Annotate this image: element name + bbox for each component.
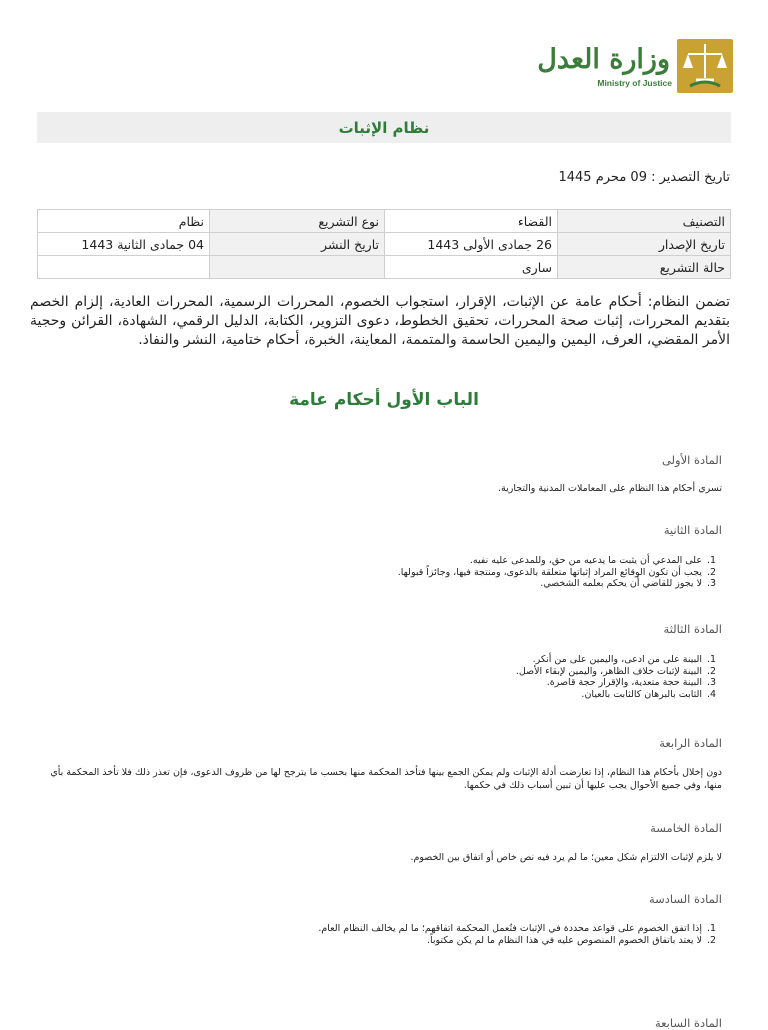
ministry-name-english: Ministry of Justice bbox=[597, 78, 672, 88]
list-item: 1. البينة على من ادعى، واليمين على من أنكر. bbox=[516, 654, 704, 666]
title-band bbox=[37, 112, 731, 143]
article-6-list bbox=[318, 923, 722, 946]
publish-date-value: 04 جمادى الثانية 1443 bbox=[38, 233, 210, 256]
list-item: 1. على المدعي أن يثبت ما يدعيه من حق، وللمدعى عليه نفيه. bbox=[398, 555, 704, 567]
publish-date-label: تاريخ النشر bbox=[210, 233, 385, 256]
export-date: تاريخ التصدير : 09 محرم 1445 bbox=[558, 170, 730, 185]
article-5-text: لا يلزم لإثبات الالتزام شكل معين؛ ما لم يرد فيه نص خاص أو اتفاق بين الخصوم. bbox=[410, 852, 722, 863]
article-2-title: المادة الثانية bbox=[663, 523, 722, 537]
chapter-title: الباب الأول أحكام عامة bbox=[289, 390, 479, 410]
legislation-type-label: نوع التشريع bbox=[210, 210, 385, 233]
issue-date-value: 26 جمادى الأولى 1443 bbox=[385, 233, 558, 256]
issue-date-label: تاريخ الإصدار bbox=[558, 233, 731, 256]
law-title: نظام الإثبات bbox=[338, 118, 430, 137]
table-row bbox=[38, 233, 731, 256]
article-1-text: تسري أحكام هذا النظام على المعاملات المدنية والتجارية. bbox=[498, 483, 722, 494]
law-summary: تضمن النظام: أحكام عامة عن الإثبات، الإقرار، استجواب الخصوم، المحررات الرسمية، المحررات العادية، إلزام الخصم بتقديم المحررات، إثبات صحة المحررات، تحقيق الخطوط، دعوى التزوير، الكتابة، الدليل الرقمي، الشهادة، القرائن وحجية الأمر المقضي، العرف، اليمين واليمين الحاسمة والمتممة، المعاينة، الخبرة، أحكام ختامية، النشر والنفاذ. bbox=[30, 294, 730, 348]
legislation-type-value: نظام bbox=[38, 210, 210, 233]
status-label: حالة التشريع bbox=[558, 256, 731, 279]
list-item: 2. البينة لإثبات خلاف الظاهر، واليمين لإبقاء الأصل. bbox=[516, 666, 704, 678]
ministry-emblem-icon bbox=[676, 38, 734, 94]
table-row bbox=[38, 256, 731, 279]
list-item: 4. الثابت بالبرهان كالثابت بالعيان. bbox=[516, 689, 704, 701]
ministry-logo bbox=[537, 38, 734, 96]
list-item: 2. لا يعتد باتفاق الخصوم المنصوص عليه في هذا النظام ما لم يكن مكتوباً. bbox=[318, 935, 704, 947]
classification-value: القضاء bbox=[385, 210, 558, 233]
article-2-list bbox=[398, 555, 722, 590]
list-item: 1. إذا اتفق الخصوم على قواعد محددة في الإثبات فتُعمل المحكمة اتفاقهم؛ ما لم يخالف النظام العام. bbox=[318, 923, 704, 935]
ministry-name-arabic: وزارة العدل bbox=[537, 44, 670, 75]
list-item: 3. البينة حجة متعدية، والإقرار حجة قاصرة. bbox=[516, 677, 704, 689]
article-4-title: المادة الرابعة bbox=[659, 736, 722, 750]
list-item: 3. لا يجوز للقاضي أن يحكم بعلمه الشخصي. bbox=[398, 578, 704, 590]
article-4-text: دون إخلال بأحكام هذا النظام، إذا تعارضت أدلة الإثبات ولم يمكن الجمع بينها فتأخذ المحكمة منها بحسب ما يترجح لها من ظروف الدعوى، فإن تعذر ذلك فلا تأخذ المحكمة بأي منها، وفي جميع الأحوال يجب عليها أن تبين أسباب ذلك في حكمها. bbox=[50, 767, 722, 791]
list-item: 2. يجب أن تكون الوقائع المراد إثباتها متعلقة بالدعوى، ومنتجة فيها، وجائزاً قبولها. bbox=[398, 567, 704, 579]
article-5-title: المادة الخامسة bbox=[650, 821, 722, 835]
classification-label: التصنيف bbox=[558, 210, 731, 233]
article-7-title: المادة السابعة bbox=[654, 1016, 722, 1030]
empty-label-cell bbox=[210, 256, 385, 279]
article-1-title: المادة الأولى bbox=[661, 453, 722, 467]
article-6-title: المادة السادسة bbox=[648, 892, 722, 906]
article-3-list bbox=[516, 654, 722, 700]
empty-value-cell bbox=[38, 256, 210, 279]
status-value: سارى bbox=[385, 256, 558, 279]
table-row bbox=[38, 210, 731, 233]
article-3-title: المادة الثالثة bbox=[663, 622, 722, 636]
law-info-table bbox=[37, 209, 731, 279]
